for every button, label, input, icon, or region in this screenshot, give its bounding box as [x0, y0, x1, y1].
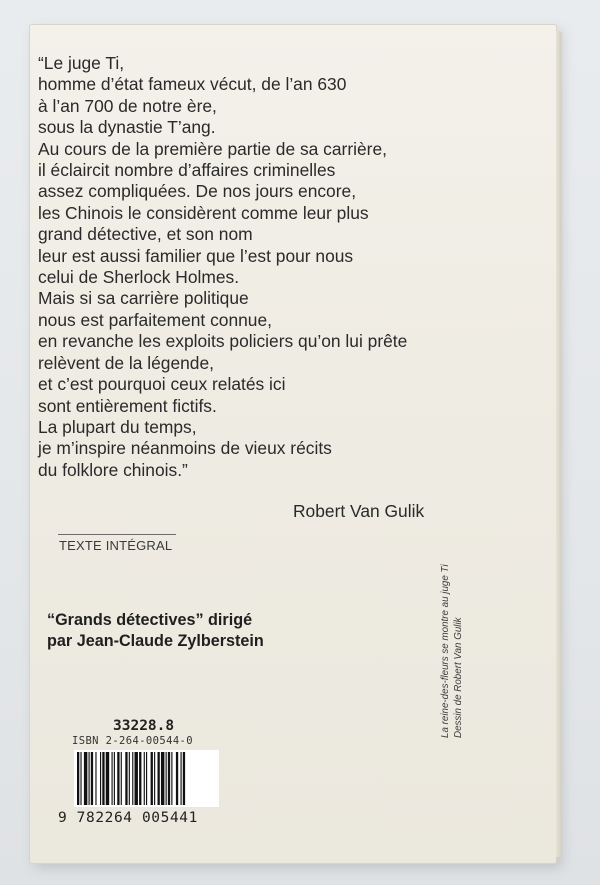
quote-line: Mais si sa carrière politique [38, 288, 249, 309]
quote-line: “Le juge Ti, [38, 53, 125, 73]
barcode-bar [100, 752, 101, 805]
quote-line: celui de Sherlock Holmes. [38, 267, 240, 288]
book-page-edge [556, 31, 562, 857]
quote-line: Au cours de la première partie de sa carrière, [38, 138, 387, 159]
barcode-bar [181, 752, 182, 805]
barcode-bars [74, 750, 219, 807]
barcode-bar [135, 752, 138, 805]
barcode-bar [117, 752, 119, 805]
barcode-bar [89, 752, 90, 805]
quote-line: relèvent de la légende, [38, 352, 214, 373]
quote-line: et c’est pourquoi ceux relatés ici [38, 374, 286, 395]
product-code: 33228.8 [113, 718, 175, 734]
barcode-bar [171, 752, 172, 805]
quote-author: Robert Van Gulik [293, 501, 425, 521]
barcode-bar [161, 752, 164, 805]
quote-line: du folklore chinois.” [38, 459, 188, 480]
barcode-bar [168, 752, 170, 805]
barcode-bar [95, 752, 96, 805]
barcode-bar [91, 752, 93, 805]
barcode-bar [121, 752, 122, 805]
barcode-bar [84, 752, 87, 805]
collection-credit [47, 610, 264, 652]
quote-line: La plupart du temps, [38, 416, 197, 437]
isbn-number: ISBN 2-264-00544-0 [72, 735, 193, 747]
barcode-bar [151, 752, 153, 805]
barcode-bar [154, 752, 155, 805]
texte-integral-label: TEXTE INTÉGRAL [59, 538, 173, 553]
barcode-bar [112, 752, 113, 805]
barcode-bar [129, 752, 130, 805]
quote-line: à l’an 700 de notre ère, [38, 95, 217, 116]
credit-line: Dessin de Robert Van Gulik [452, 617, 464, 738]
quote-line: grand détective, et son nom [38, 224, 253, 245]
barcode-bar [80, 752, 81, 805]
quote-line: sous la dynastie T’ang. [38, 117, 216, 138]
quote-line: en revanche les exploits policiers qu’on lui prête [38, 331, 408, 352]
back-cover-quote [38, 53, 518, 481]
barcode-bar [139, 752, 141, 805]
divider-rule [58, 534, 176, 535]
barcode-bar [106, 752, 109, 805]
barcode-bar [102, 752, 104, 805]
quote-line: nous est parfaitement connue, [38, 309, 272, 330]
cover-illustration-credit [440, 538, 465, 738]
quote-line: je m’inspire néanmoins de vieux récits [38, 438, 332, 459]
quote-line: sont entièrement fictifs. [38, 395, 217, 416]
barcode-bar [125, 752, 127, 805]
collection-line: “Grands détectives” dirigé [47, 611, 253, 629]
collection-line: par Jean-Claude Zylberstein [47, 632, 264, 650]
barcode-bar [158, 752, 160, 805]
quote-line: homme d’état fameux vécut, de l’an 630 [38, 74, 347, 95]
barcode-image [74, 750, 219, 807]
quote-line: leur est aussi familier que l’est pour nous [38, 245, 354, 266]
quote-line: il éclaircit nombre d’affaires criminelles [38, 160, 336, 181]
barcode-bar [146, 752, 147, 805]
barcode-bar [144, 752, 145, 805]
barcode-bar [132, 752, 133, 805]
credit-line: La reine-des-fleurs se montre au juge Ti [440, 564, 451, 738]
barcode-bar [183, 752, 185, 805]
barcode-digits: 9 782264 005441 [58, 810, 198, 826]
barcode-bar [77, 752, 79, 805]
barcode-bar [176, 752, 178, 805]
quote-line: les Chinois le considèrent comme leur plus [38, 202, 369, 223]
barcode-bar [166, 752, 167, 805]
barcode-bar [114, 752, 115, 805]
quote-line: assez compliquées. De nos jours encore, [38, 181, 357, 202]
